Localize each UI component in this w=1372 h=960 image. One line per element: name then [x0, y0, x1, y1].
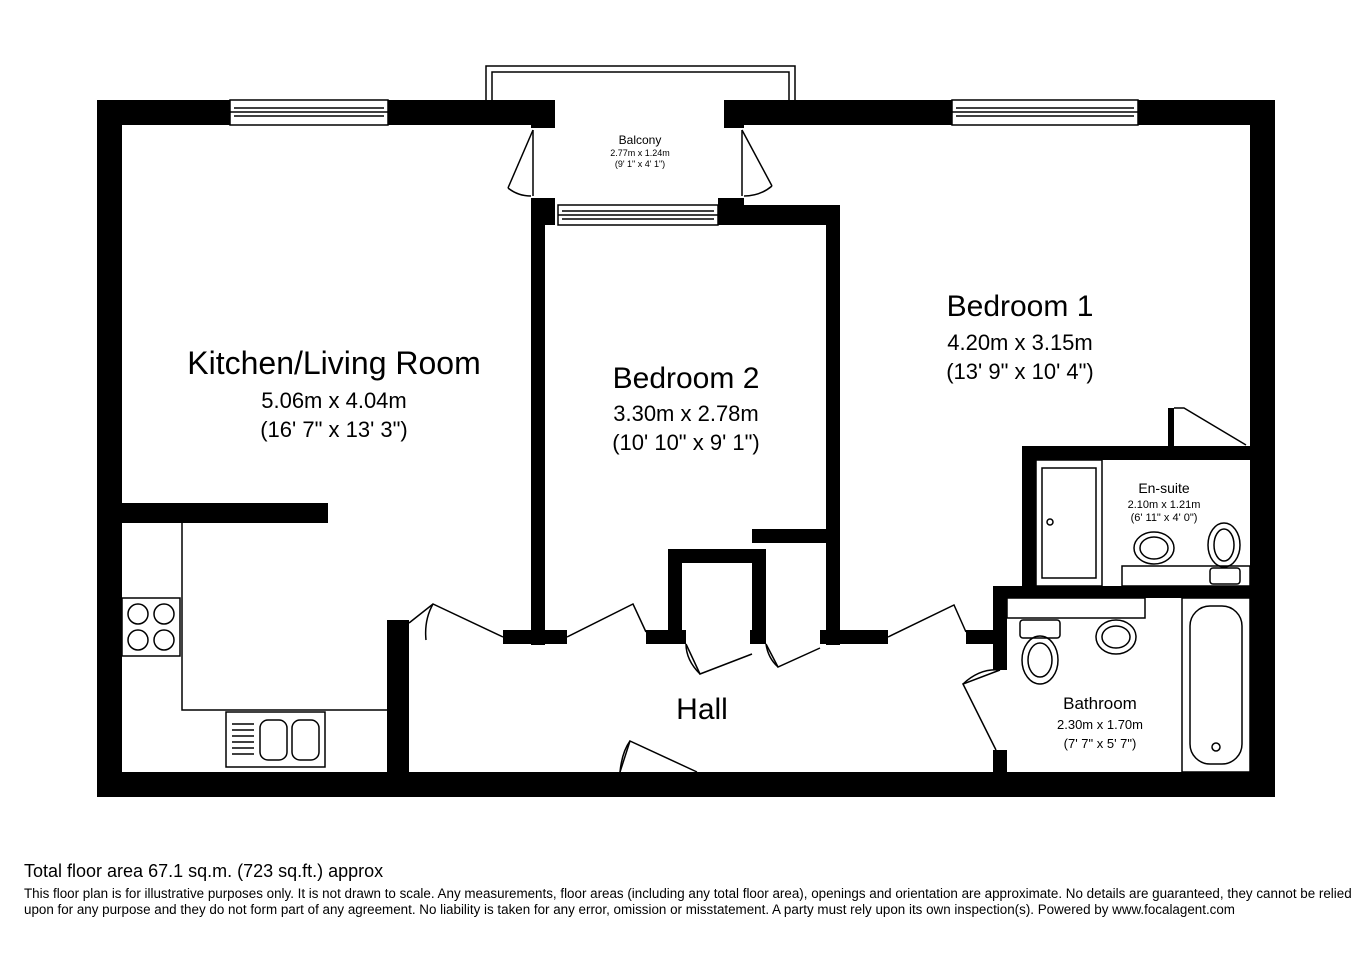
kitchen-living-name: Kitchen/Living Room [187, 345, 481, 381]
toilet-icon [1020, 620, 1060, 684]
ensuite-imperial: (6' 11" x 4' 0") [1130, 512, 1198, 524]
bedroom2-imperial: (10' 10" x 9' 1") [612, 430, 760, 455]
window-icon [558, 205, 718, 225]
wall-bath-left [993, 586, 1007, 670]
shower-icon [1036, 460, 1102, 586]
wall-ensuite-left [1022, 446, 1036, 596]
bedroom1-name: Bedroom 1 [946, 290, 1094, 323]
wall-kitchen-divider [122, 503, 328, 523]
wall-cupboard1-left [668, 549, 682, 644]
wall-hall-top-seg5 [966, 630, 996, 644]
bedroom1-metric: 4.20m x 3.15m [947, 330, 1093, 355]
bathroom-name: Bathroom [1063, 694, 1137, 713]
toilet-icon [1208, 523, 1240, 584]
door-swing-icon [409, 604, 503, 640]
basin-icon [1134, 532, 1174, 564]
bathroom-imperial: (7' 7" x 5' 7") [1063, 736, 1137, 751]
wall-bed2-top-right [718, 205, 840, 225]
ensuite-name: En-suite [1138, 480, 1190, 496]
bath-vanity [1007, 598, 1145, 618]
door-swing-icon [620, 741, 697, 772]
door-swing-icon [963, 670, 1000, 750]
door-swing-icon [888, 605, 966, 637]
ensuite-vanity [1122, 566, 1250, 586]
sink-icon [226, 712, 325, 767]
bedroom1-imperial: (13' 9" x 10' 4") [946, 359, 1094, 384]
door-swing-icon [567, 604, 646, 637]
basin-icon [1096, 620, 1136, 654]
wall-left [97, 100, 122, 797]
wall-balcony-left-post [531, 100, 555, 128]
kitchen-counter [182, 523, 387, 710]
wall-bath-left-lower [993, 750, 1007, 775]
door-swing-icon [766, 644, 820, 667]
wall-bed1-ensuite-door-stop [1168, 408, 1174, 446]
bedroom2-metric: 3.30m x 2.78m [613, 401, 759, 426]
hall-name: Hall [676, 693, 728, 726]
bedroom2-name: Bedroom 2 [612, 362, 760, 395]
footer [24, 860, 1354, 918]
balcony-imperial: (9' 1" x 4' 1") [614, 159, 666, 169]
door-swing-icon [1174, 408, 1246, 445]
total-floor-area: Total floor area 67.1 sq.m. (723 sq.ft.) approx [24, 861, 384, 881]
wall-hall-top-seg1 [503, 630, 567, 644]
ensuite-metric: 2.10m x 1.21m [1127, 499, 1201, 511]
wall-ensuite-top [1022, 446, 1255, 460]
wall-hall-top-seg4 [820, 630, 888, 644]
balcony-name: Balcony [618, 133, 662, 147]
bathroom-metric: 2.30m x 1.70m [1057, 717, 1143, 732]
wall-cupboard1-top [668, 549, 766, 563]
window-icon [952, 100, 1138, 125]
wall-bottom [97, 772, 1275, 797]
kitchen-living-imperial: (16' 7" x 13' 3") [260, 417, 408, 442]
window-icon [230, 100, 388, 125]
wall-bed2-right [826, 205, 840, 645]
door-swing-icon [508, 130, 533, 196]
door-swing-icon [742, 130, 772, 196]
balcony-metric: 2.77m x 1.24m [610, 148, 670, 158]
wall-cupboard2-top [752, 529, 840, 543]
wall-hall-left [387, 620, 409, 775]
door-swing-icon [686, 644, 752, 674]
hob-icon [122, 598, 180, 656]
kitchen-living-metric: 5.06m x 4.04m [261, 388, 407, 413]
wall-cupboard1-right [752, 549, 766, 644]
wall-bed2-left [531, 205, 545, 645]
disclaimer-text: This floor plan is for illustrative purposes only. It is not drawn to scale. Any measurements, floor areas (including any total floor area), openings and orientation are approximate. No details are guaranteed, they cannot be relied upon for any purpose and they do not form part of any agreement. No liability is taken for any error, omission or misstatement. A party must rely upon its own inspection(s). Powered by www.focalagent.com [24, 886, 1352, 917]
wall-balcony-right-post [724, 100, 744, 128]
balcony-outline [486, 66, 795, 100]
bath-icon [1182, 598, 1250, 772]
